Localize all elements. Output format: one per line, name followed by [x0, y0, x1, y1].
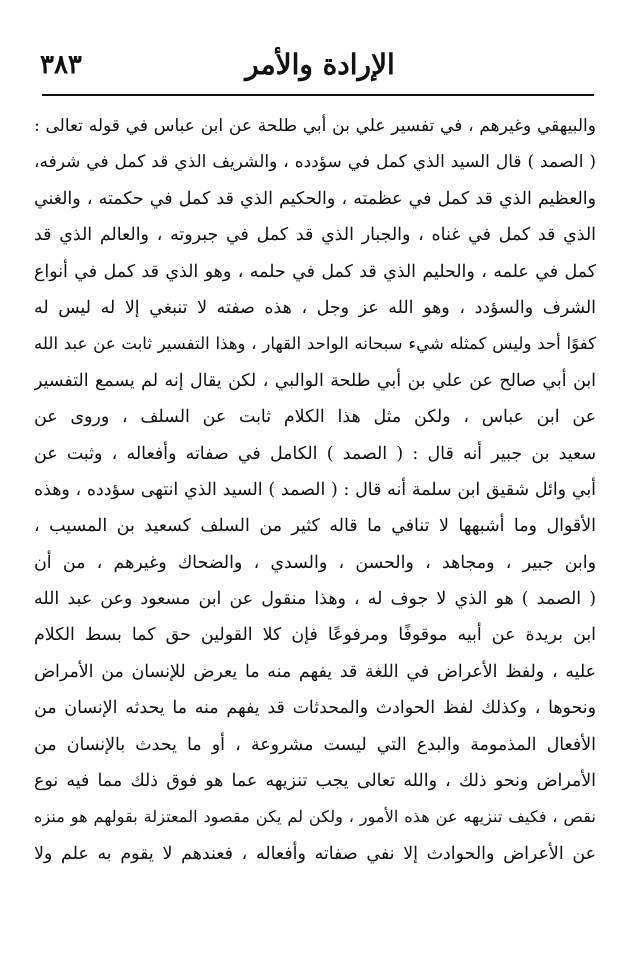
text-line: ابن أبي صالح عن علي بن أبي طلحة الوالبي ، لكن يقال إنه لم يسمع التفسير — [34, 370, 596, 391]
text-line: ( الصمد ) قال السيد الذي كمل في سؤدده ، والشريف الذي قد كمل في شرفه، — [34, 152, 596, 173]
text-line: عن ابن عباس ، ولكن مثل هذا الكلام ثابت عن السلف ، وروى عن — [34, 407, 596, 428]
text-line: والعظيم الذي قد كمل في عظمته ، والحكيم الذي قد كمل في حكمته ، والغني — [34, 188, 596, 209]
text-line: الأقوال وما أشبهها لا تنافي ما قاله كثير من السلف كسعيد بن المسيب ، — [34, 516, 596, 537]
text-line: عن الأعراض والحوادث إلا نفي صفاته وأفعاله ، فعندهم لا يقوم به علم ولا — [34, 843, 596, 864]
text-line: والبيهقي وغيرهم ، في تفسير علي بن أبي طلحة عن ابن عباس في قوله تعالى : — [34, 116, 596, 136]
text-line: الأفعال المذمومة والبدع التي ليست مشروعة ، أو ما يحدث بالإنسان من — [34, 734, 596, 755]
text-line: ( الصمد ) هو الذي لا جوف له ، وهذا منقول عن ابن مسعود وعن عبد الله — [34, 589, 596, 610]
text-line: أبي وائل شقيق ابن سلمة أنه قال : ( الصمد ) السيد الذي انتهى سؤدده ، وهذه — [34, 479, 596, 500]
text-line: ابن بريدة عن أبيه موقوفًا ومرفوعًا فإن كلا القولين حق كما بسط الكلام — [34, 625, 596, 646]
running-title: الإرادة والأمر — [245, 48, 395, 81]
body-text — [34, 108, 596, 872]
text-line: الشرف والسؤدد ، وهو الله عز وجل ، هذه صفته لا تنبغي إلا له ليس له — [34, 297, 596, 318]
text-line: الذي قد كمل في غناه ، والجبار الذي قد كمل في جبروته ، والعالم الذي قد — [34, 225, 596, 246]
text-line: الأمراض ونحو ذلك ، والله تعالى يجب تنزيهه عما هو فوق ذلك مما فيه نوع — [34, 771, 596, 792]
text-line: ونحوها ، وكذلك لفظ الحوادث والمحدثات قد يفهم منه ما يحدثه الإنسان من — [34, 698, 596, 719]
text-line: كفوًا أحد وليس كمثله شيء سبحانه الواحد القهار ، وهذا التفسير ثابت عن عبد الله — [34, 334, 596, 354]
page-number: ٣٨٣ — [40, 50, 82, 80]
text-line: نقص ، فكيف تنزيهه عن هذه الأمور ، ولكن لم يكن مقصود المعتزلة بقولهم هو منزه — [34, 807, 596, 827]
header-rule — [42, 94, 594, 96]
text-line: عليه ، ولفظ الأعراض في اللغة قد يفهم منه ما يعرض للإنسان من الأمراض — [34, 661, 596, 682]
text-line: وابن جبير ، ومجاهد ، والحسن ، والسدي ، والضحاك وغيرهم ، من أن — [34, 552, 596, 573]
text-line: كمل في علمه ، والحليم الذي قد كمل في حلمه ، وهو الذي قد كمل في أنواع — [34, 261, 596, 282]
text-line: سعيد بن جبير أنه قال : ( الصمد ) الكامل في صفاته وأفعاله ، وثبت عن — [34, 443, 596, 464]
page-header — [40, 44, 600, 94]
